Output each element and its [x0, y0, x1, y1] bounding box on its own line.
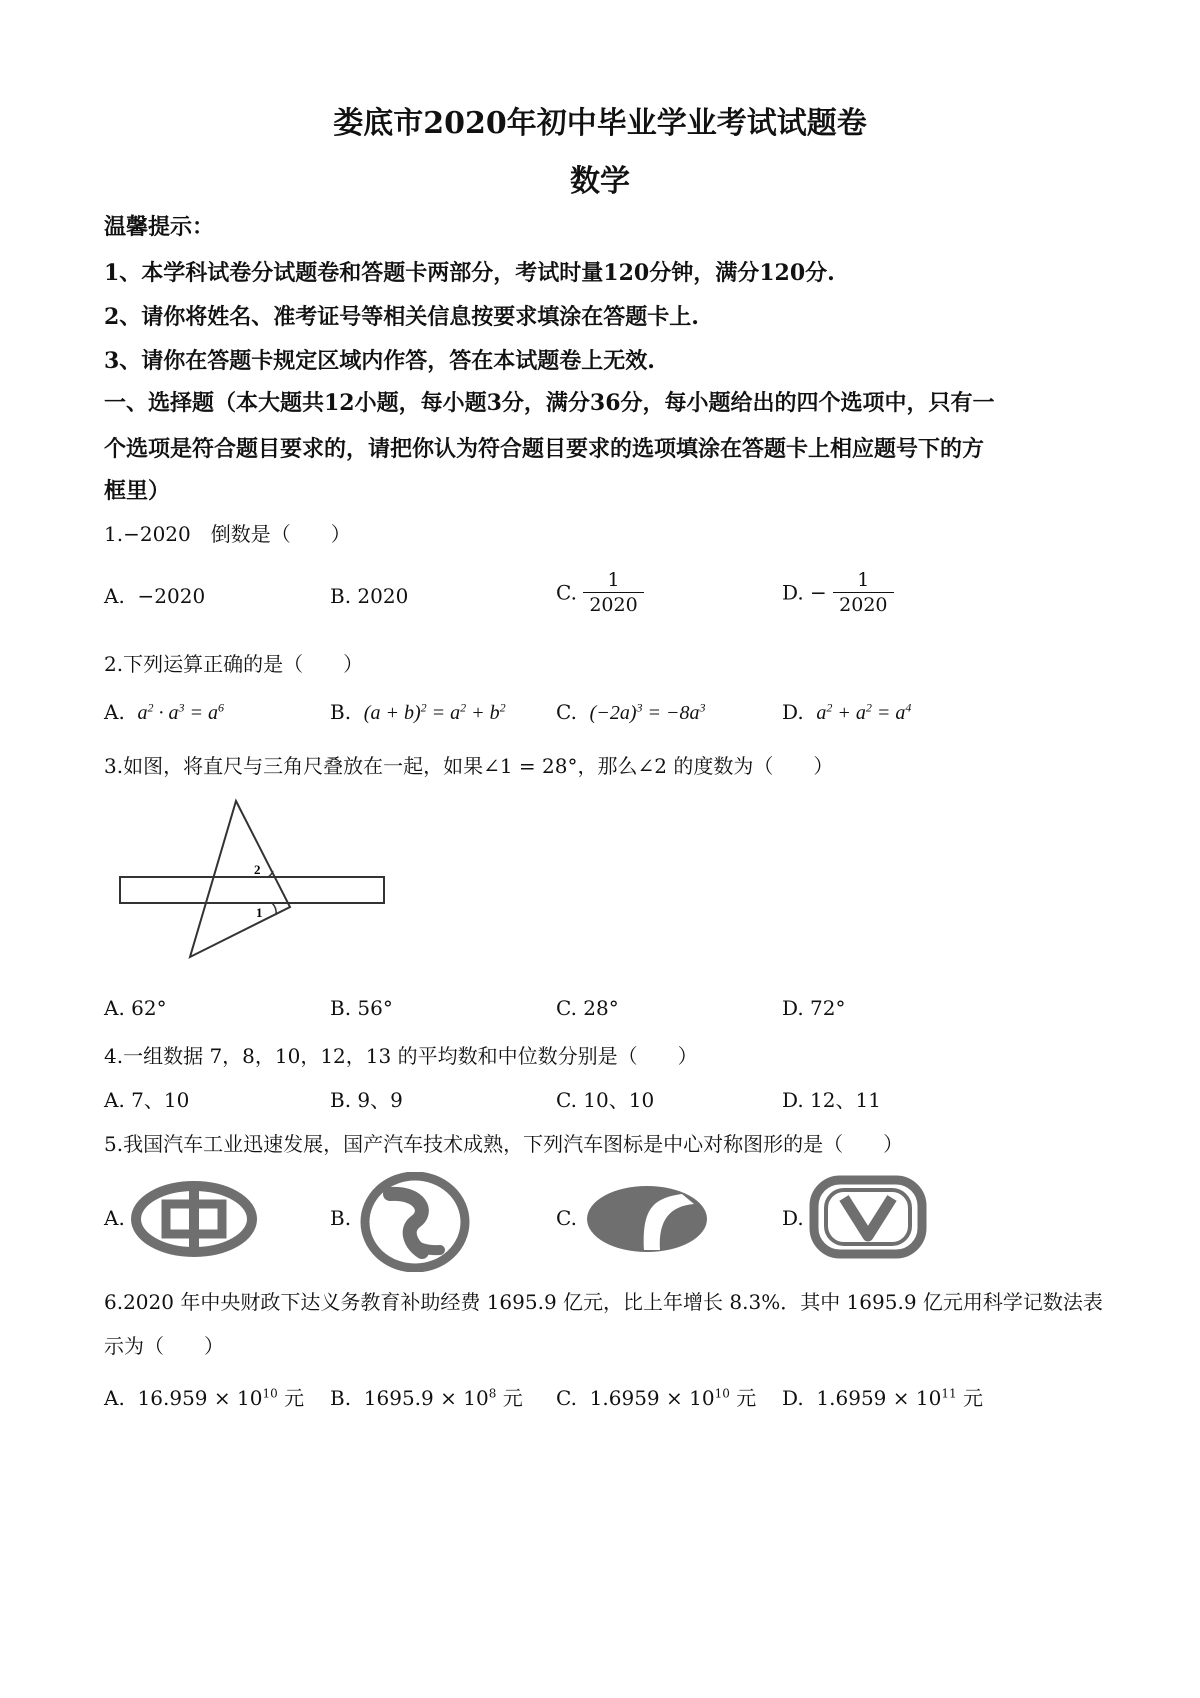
notes-heading: 温馨提示： [104, 214, 215, 240]
car-logo-b [360, 1172, 470, 1272]
section1-line1: 一、选择题（本大题共12小题，每小题3分，满分36分，每小题给出的四个选项中，只有一 [104, 390, 995, 416]
q3-stem: 3.如图，将直尺与三角尺叠放在一起，如果∠1 = 28°，那么∠2 的度数为（ ） [104, 754, 834, 778]
q6-option-d [782, 1382, 983, 1411]
q6-b-expression: $1695.9 \times 10^8$ [363, 1386, 497, 1410]
q1-a-label: A. [104, 584, 125, 608]
triangle-shape [190, 801, 290, 957]
q4-stem: 4.一组数据 7，8，10，12，13 的平均数和中位数分别是（ ） [104, 1044, 698, 1068]
q6-b-unit: 元 [502, 1386, 523, 1410]
q1-option-b [330, 584, 408, 608]
q2-c-label: C. [556, 700, 577, 724]
section1-line3: 框里） [104, 478, 171, 504]
q1-option-a [104, 584, 205, 608]
q6-b-label: B. [330, 1386, 352, 1410]
q6-stem-line1: 6.2020 年中央财政下达义务教育补助经费 1695.9 亿元，比上年增长 8.3%．其中 1695.9 亿元用科学记数法表 [104, 1290, 1103, 1314]
q1-d-sign: − [810, 580, 827, 605]
q2-option-c [556, 700, 706, 725]
q2-d-label: D. [782, 700, 804, 724]
q1-a-value: −2020 [137, 584, 206, 608]
q6-a-label: A. [104, 1386, 125, 1410]
q3-option-d: D. 72° [782, 996, 846, 1020]
q4-option-c: C. 10、10 [556, 1088, 655, 1112]
q4-option-b: B. 9、9 [330, 1088, 403, 1112]
ruler-triangle-figure [110, 795, 400, 970]
q6-stem-line2: 示为（ ） [104, 1334, 224, 1358]
q6-d-unit: 元 [962, 1386, 983, 1410]
note-item-1: 1、本学科试卷分试题卷和答题卡两部分，考试时量120分钟，满分120分. [104, 260, 835, 286]
q5-stem: 5.我国汽车工业迅速发展，国产汽车技术成熟，下列汽车图标是中心对称图形的是（ ） [104, 1132, 904, 1156]
q1-d-fraction [833, 568, 893, 617]
q4-option-a: A. 7、10 [104, 1088, 190, 1112]
q1-option-c [556, 568, 644, 617]
q6-c-label: C. [556, 1386, 577, 1410]
q6-a-expression: $16.959 \times 10^{10}$ [137, 1386, 278, 1410]
q5-b-label: B. [330, 1206, 352, 1230]
q2-a-label: A. [104, 700, 125, 724]
q6-c-expression: $1.6959 \times 10^{10}$ [589, 1386, 730, 1410]
q1-b-value: 2020 [357, 584, 409, 608]
q2-a-expression: $a^2 \cdot a^3 = a^6$ [137, 700, 225, 724]
q6-d-label: D. [782, 1386, 804, 1410]
car-logo-d [808, 1174, 928, 1260]
q1-option-d [782, 568, 894, 617]
q2-b-expression: $(a + b)^2 = a^2 + b^2$ [363, 700, 506, 724]
q2-d-expression: $a^2 + a^2 = a^4$ [816, 700, 912, 724]
exam-title: 娄底市2020年初中毕业学业考试试题卷 [333, 106, 867, 141]
q2-option-a [104, 700, 224, 725]
q2-option-b [330, 700, 506, 725]
angle-1-arc [272, 903, 276, 915]
q1-c-label: C. [556, 580, 577, 605]
exam-subject: 数学 [570, 164, 630, 199]
q1-d-label: D. [782, 580, 804, 605]
note-item-2: 2、请你将姓名、准考证号等相关信息按要求填涂在答题卡上. [104, 304, 699, 330]
q3-option-c: C. 28° [556, 996, 619, 1020]
q2-b-label: B. [330, 700, 352, 724]
q1-c-fraction [583, 568, 643, 617]
q1-c-numerator: 1 [583, 568, 643, 593]
q2-option-d [782, 700, 911, 725]
angle-2-label: 2 [254, 862, 261, 877]
q6-option-b [330, 1382, 523, 1411]
q6-a-unit: 元 [284, 1386, 305, 1410]
q1-c-denominator: 2020 [589, 594, 638, 616]
note-item-3: 3、请你在答题卡规定区域内作答，答在本试题卷上无效. [104, 348, 655, 374]
q3-option-b: B. 56° [330, 996, 393, 1020]
ruler-shape [120, 877, 384, 903]
q1-b-label: B. [330, 584, 352, 608]
q6-d-expression: $1.6959 \times 10^{11}$ [816, 1386, 957, 1410]
q6-option-c [556, 1382, 756, 1411]
q1-d-denominator: 2020 [839, 594, 888, 616]
q6-option-a [104, 1382, 304, 1411]
q1-d-numerator: 1 [833, 568, 893, 593]
q5-c-label: C. [556, 1206, 577, 1230]
q4-option-d: D. 12、11 [782, 1088, 881, 1112]
q3-option-a: A. 62° [104, 996, 167, 1020]
q2-c-expression: $(-2a)^3 = -8a^3$ [589, 700, 706, 724]
q5-d-label: D. [782, 1206, 804, 1230]
q5-a-label: A. [104, 1206, 125, 1230]
q2-stem: 2.下列运算正确的是（ ） [104, 652, 364, 676]
section1-line2: 个选项是符合题目要求的，请把你认为符合题目要求的选项填涂在答题卡上相应题号下的方 [104, 436, 985, 462]
q1-stem: 1.−2020 倒数是（ ） [104, 522, 351, 546]
car-logo-a [130, 1180, 258, 1258]
q6-c-unit: 元 [736, 1386, 757, 1410]
angle-1-label: 1 [256, 905, 263, 920]
car-logo-c [582, 1180, 712, 1258]
